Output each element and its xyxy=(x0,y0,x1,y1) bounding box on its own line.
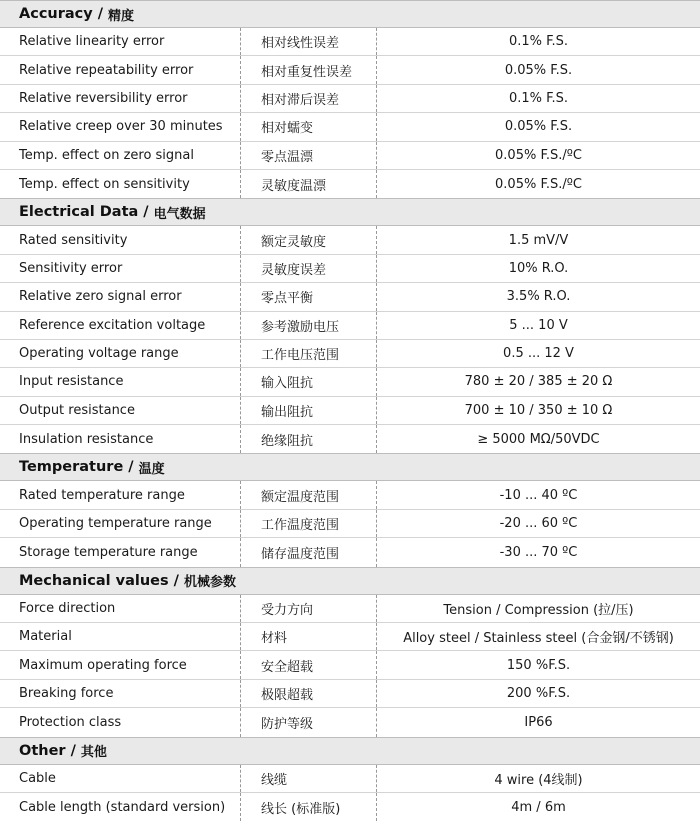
spec-label-en: Cable xyxy=(19,770,56,786)
spec-label-en: Operating temperature range xyxy=(19,516,212,532)
spec-row xyxy=(0,481,700,509)
spec-label-zh: 材料 xyxy=(240,623,377,650)
spec-row xyxy=(0,226,700,254)
spec-value: 1.5 mV/V xyxy=(508,232,569,248)
spec-value: 0.05% F.S. xyxy=(504,119,573,135)
spec-label-zh: 灵敏度误差 xyxy=(240,255,377,282)
spec-label-zh: 额定温度范围 xyxy=(240,481,377,508)
spec-value: Alloy steel / Stainless steel (合金钢/不锈钢) xyxy=(403,631,674,647)
spec-row xyxy=(0,680,700,708)
spec-row xyxy=(0,425,700,453)
spec-label-zh: 灵敏度温漂 xyxy=(240,170,377,198)
spec-label-zh: 防护等级 xyxy=(240,708,377,736)
spec-label-zh: 线长 (标准版) xyxy=(240,793,377,821)
spec-row xyxy=(0,510,700,538)
title-separator: / xyxy=(173,572,179,589)
spec-label-zh: 储存温度范围 xyxy=(240,538,377,566)
spec-label-en: Rated temperature range xyxy=(19,487,185,503)
spec-label-zh: 安全超载 xyxy=(240,651,377,678)
section-title-en: Accuracy xyxy=(19,6,93,22)
spec-row xyxy=(0,85,700,113)
section-header xyxy=(0,453,700,481)
spec-value: IP66 xyxy=(524,714,553,730)
section-accuracy xyxy=(0,0,700,198)
spec-label-en: Operating voltage range xyxy=(19,346,179,362)
spec-label-zh: 相对重复性误差 xyxy=(240,56,377,83)
spec-label-en: Relative reversibility error xyxy=(19,90,188,106)
spec-label-zh: 相对蠕变 xyxy=(240,113,377,140)
spec-label-en: Storage temperature range xyxy=(19,544,198,560)
section-header xyxy=(0,737,700,765)
spec-row xyxy=(0,312,700,340)
spec-value: 3.5% R.O. xyxy=(506,289,571,305)
section-title-zh: 精度 xyxy=(108,8,135,24)
spec-row xyxy=(0,538,700,566)
section-electrical-data xyxy=(0,198,700,453)
spec-label-zh: 绝缘阻抗 xyxy=(240,425,377,453)
section-temperature xyxy=(0,453,700,566)
spec-label-en: Relative zero signal error xyxy=(19,289,182,305)
section-header xyxy=(0,567,700,595)
spec-label-en: Breaking force xyxy=(19,686,114,701)
spec-label-zh: 输出阻抗 xyxy=(240,397,377,424)
spec-label-en: Output resistance xyxy=(19,402,135,418)
spec-label-en: Relative creep over 30 minutes xyxy=(19,119,223,135)
spec-value: -10 ... 40 ºC xyxy=(499,487,578,503)
spec-label-en: Rated sensitivity xyxy=(19,232,128,248)
spec-value: 10% R.O. xyxy=(508,260,569,276)
spec-value: 0.05% F.S./ºC xyxy=(495,147,582,163)
spec-label-en: Maximum operating force xyxy=(19,657,187,673)
spec-label-en: Force direction xyxy=(19,600,116,616)
section-mechanical-values xyxy=(0,567,700,737)
spec-label-zh: 额定灵敏度 xyxy=(240,226,377,253)
spec-label-en: Relative linearity error xyxy=(19,34,165,50)
spec-value: 700 ± 10 / 350 ± 10 Ω xyxy=(464,402,613,418)
spec-row xyxy=(0,255,700,283)
section-header xyxy=(0,198,700,226)
spec-value: 5 ... 10 V xyxy=(509,317,568,333)
spec-row xyxy=(0,28,700,56)
section-other xyxy=(0,737,700,822)
spec-label-en: Reference excitation voltage xyxy=(19,317,206,333)
spec-row xyxy=(0,793,700,821)
spec-row xyxy=(0,113,700,141)
spec-label-en: Temp. effect on zero signal xyxy=(19,147,194,163)
spec-label-zh: 工作电压范围 xyxy=(240,340,377,367)
spec-label-en: Relative repeatability error xyxy=(19,62,194,78)
title-separator: / xyxy=(97,6,104,22)
section-title-en: Temperature xyxy=(19,459,124,476)
section-title-en: Electrical Data xyxy=(19,204,139,221)
section-title-zh: 其他 xyxy=(80,745,107,761)
spec-value: 4 wire (4线制) xyxy=(494,772,583,788)
title-separator: / xyxy=(70,742,76,759)
title-separator: / xyxy=(128,459,134,476)
spec-label-en: Input resistance xyxy=(19,374,124,390)
spec-label-zh: 输入阻抗 xyxy=(240,368,377,395)
spec-value: 4m / 6m xyxy=(511,799,566,815)
spec-value: 0.5 ... 12 V xyxy=(503,346,574,362)
spec-label-en: Insulation resistance xyxy=(19,431,154,447)
spec-label-zh: 受力方向 xyxy=(240,595,377,622)
section-title-zh: 机械参数 xyxy=(183,575,236,591)
spec-row xyxy=(0,651,700,679)
spec-row xyxy=(0,765,700,793)
spec-row xyxy=(0,340,700,368)
spec-value: 0.05% F.S. xyxy=(504,62,573,78)
spec-label-zh: 零点温漂 xyxy=(240,142,377,169)
spec-value: 780 ± 20 / 385 ± 20 Ω xyxy=(464,374,613,390)
spec-row xyxy=(0,368,700,396)
spec-row xyxy=(0,142,700,170)
spec-value: 200 %F.S. xyxy=(506,686,571,701)
section-header xyxy=(0,0,700,28)
spec-label-zh: 线缆 xyxy=(240,765,377,792)
title-separator: / xyxy=(143,204,149,221)
spec-value: 0.1% F.S. xyxy=(508,34,569,50)
spec-label-zh: 参考激励电压 xyxy=(240,312,377,339)
section-title-zh: 电气数据 xyxy=(153,206,206,222)
spec-label-en: Sensitivity error xyxy=(19,260,123,276)
spec-row xyxy=(0,56,700,84)
spec-value: 0.05% F.S./ºC xyxy=(495,176,582,192)
spec-value: Tension / Compression (拉/压) xyxy=(443,602,634,618)
spec-label-zh: 相对线性误差 xyxy=(240,28,377,55)
spec-label-en: Material xyxy=(19,629,72,645)
spec-label-zh: 工作温度范围 xyxy=(240,510,377,537)
spec-row xyxy=(0,708,700,736)
section-title-en: Mechanical values xyxy=(19,572,169,589)
spec-label-en: Cable length (standard version) xyxy=(19,799,226,815)
spec-value: 150 %F.S. xyxy=(506,657,571,673)
spec-row xyxy=(0,170,700,198)
spec-row xyxy=(0,595,700,623)
spec-label-en: Temp. effect on sensitivity xyxy=(19,176,190,192)
spec-row xyxy=(0,397,700,425)
spec-value: ≥ 5000 MΩ/50VDC xyxy=(477,431,600,447)
spec-label-en: Protection class xyxy=(19,714,122,730)
section-title-en: Other xyxy=(19,742,66,759)
spec-row xyxy=(0,623,700,651)
spec-value: -20 ... 60 ºC xyxy=(499,516,578,532)
spec-label-zh: 相对滞后误差 xyxy=(240,85,377,112)
spec-value: -30 ... 70 ºC xyxy=(499,544,578,560)
section-title-zh: 温度 xyxy=(138,461,165,477)
spec-label-zh: 零点平衡 xyxy=(240,283,377,310)
spec-row xyxy=(0,283,700,311)
spec-value: 0.1% F.S. xyxy=(508,90,569,106)
spec-label-zh: 极限超载 xyxy=(240,680,377,707)
